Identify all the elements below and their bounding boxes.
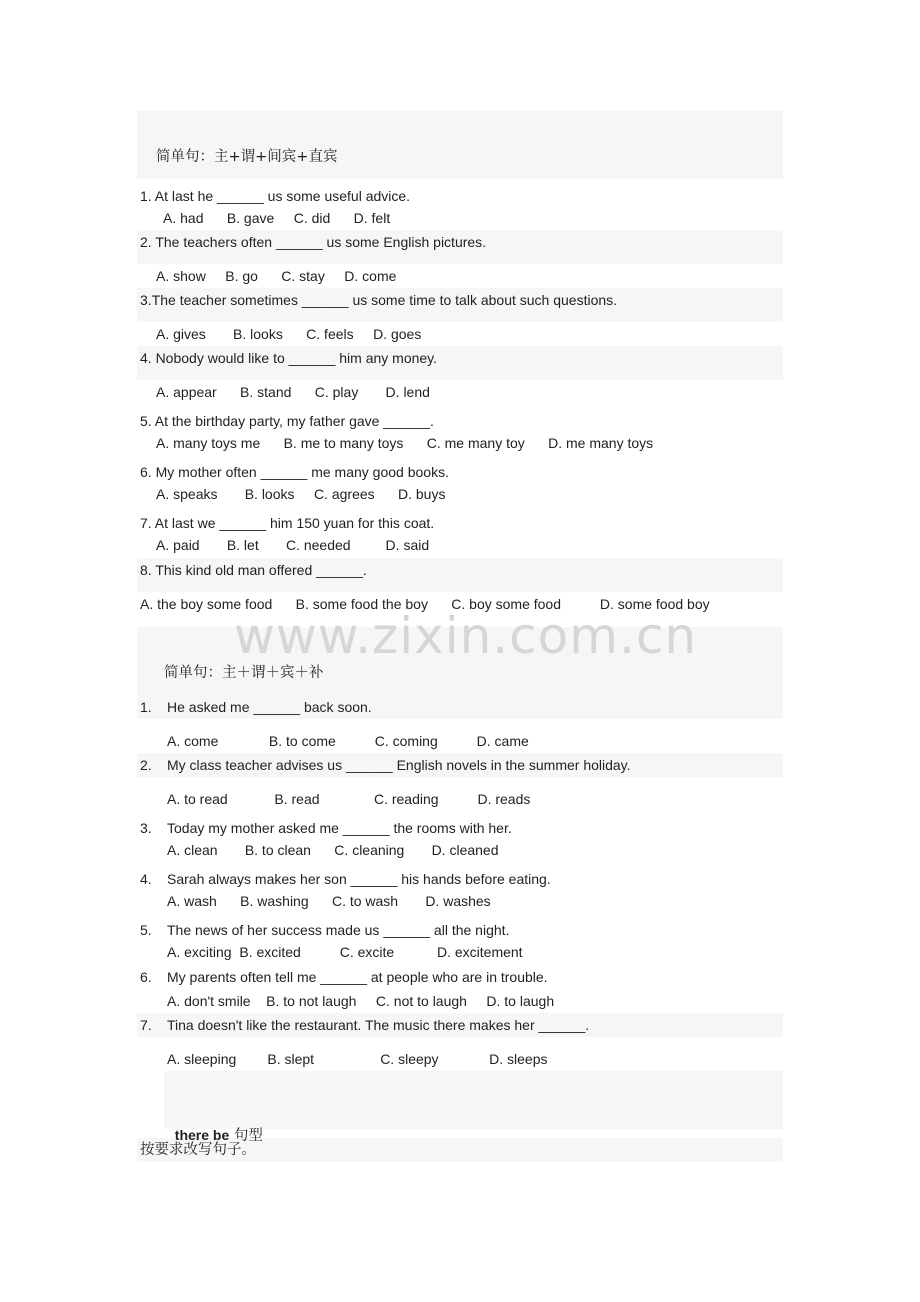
question-number: 3. xyxy=(140,820,152,836)
question-options: A. sleeping B. slept C. sleepy D. sleeps xyxy=(167,1051,548,1067)
question-options: A. to read B. read C. reading D. reads xyxy=(167,791,531,807)
question-text: 1. At last he ______ us some useful advice. xyxy=(140,188,411,204)
section-heading-en: there be xyxy=(174,1127,230,1143)
question-text: Today my mother asked me ______ the rooms with her. xyxy=(167,820,512,836)
question-text: My class teacher advises us ______ English novels in the summer holiday. xyxy=(167,757,631,773)
watermark: www.zixin.com.cn xyxy=(234,607,698,665)
question-text: 5. At the birthday party, my father gave ______. xyxy=(140,413,434,429)
question-options: A. wash B. washing C. to wash D. washes xyxy=(167,893,491,909)
question-number: 7. xyxy=(140,1017,152,1033)
section-heading-cn: 句型 xyxy=(229,1128,263,1144)
question-number: 5. xyxy=(140,922,152,938)
question-text: Sarah always makes her son ______ his hands before eating. xyxy=(167,871,551,887)
question-text: He asked me ______ back soon. xyxy=(167,699,372,715)
question-number: 1. xyxy=(140,699,152,715)
question-number: 6. xyxy=(140,969,152,985)
question-text: 6. My mother often ______ me many good books. xyxy=(140,464,449,480)
question-options: A. speaks B. looks C. agrees D. buys xyxy=(156,486,446,502)
question-text: Tina doesn't like the restaurant. The music there makes her ______. xyxy=(167,1017,590,1033)
question-text: 4. Nobody would like to ______ him any money. xyxy=(140,350,438,366)
question-text: 3.The teacher sometimes ______ us some time to talk about such questions. xyxy=(140,292,618,308)
question-options: A. clean B. to clean C. cleaning D. cleaned xyxy=(167,842,499,858)
question-options: A. gives B. looks C. feels D. goes xyxy=(156,326,422,342)
question-text: The news of her success made us ______ all the night. xyxy=(167,922,510,938)
question-options: A. many toys me B. me to many toys C. me many toy D. me many toys xyxy=(156,435,654,451)
section-heading: 简单句：主+谓+间宾+直宾 xyxy=(156,149,338,165)
question-text: 7. At last we ______ him 150 yuan for this coat. xyxy=(140,515,435,531)
question-options: A. the boy some food B. some food the boy C. boy some food D. some food boy xyxy=(140,596,710,612)
question-options: A. don't smile B. to not laugh C. not to laugh D. to laugh xyxy=(167,993,555,1009)
question-number: 2. xyxy=(140,757,152,773)
heading-band-1 xyxy=(137,111,783,179)
question-options: A. appear B. stand C. play D. lend xyxy=(156,384,430,400)
question-options: A. paid B. let C. needed D. said xyxy=(156,537,430,553)
question-text: 8. This kind old man offered ______. xyxy=(140,562,367,578)
section-heading: 简单句：主＋谓＋宾＋补 xyxy=(164,665,324,681)
question-number: 4. xyxy=(140,871,152,887)
question-options: A. exciting B. excited C. excite D. excitement xyxy=(167,944,523,960)
question-options: A. come B. to come C. coming D. came xyxy=(167,733,529,749)
question-text: 2. The teachers often ______ us some English pictures. xyxy=(140,234,487,250)
instruction-text: 按要求改写句子。 xyxy=(140,1142,256,1158)
question-options: A. show B. go C. stay D. come xyxy=(156,268,397,284)
question-text: My parents often tell me ______ at people who are in trouble. xyxy=(167,969,548,985)
question-options: A. had B. gave C. did D. felt xyxy=(163,210,391,226)
section-heading xyxy=(167,1108,263,1145)
